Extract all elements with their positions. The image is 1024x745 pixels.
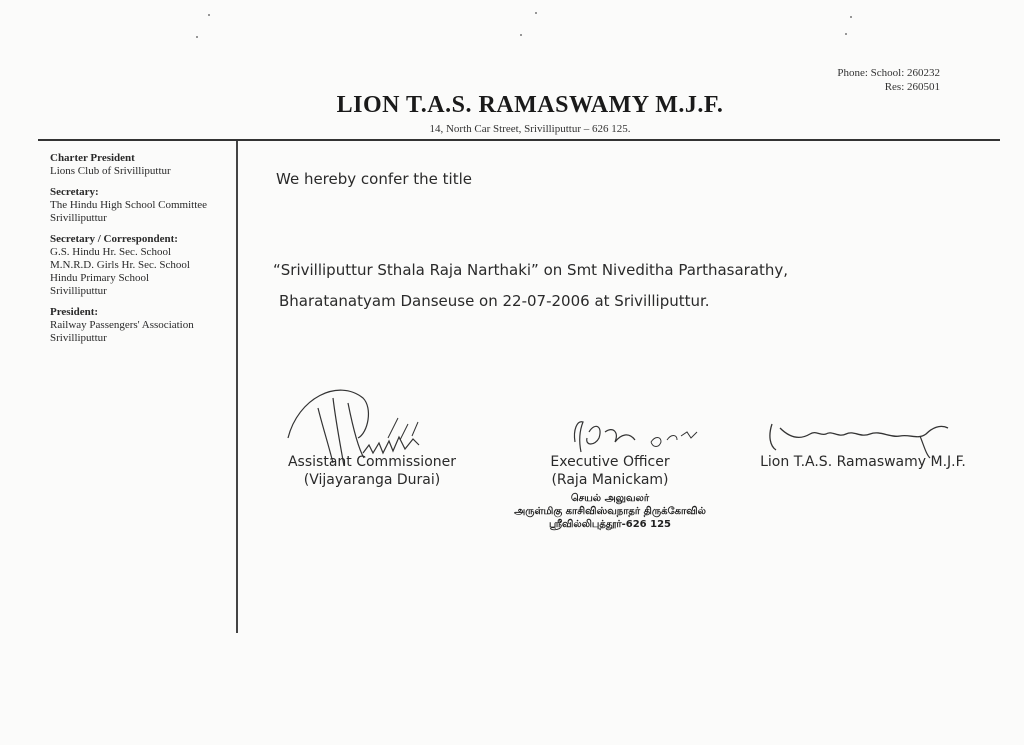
body-title-conferred: “Srivilliputtur Sthala Raja Narthaki” on Smt Niveditha Parthasarathy, xyxy=(273,261,789,279)
signatory-title: Executive Officer xyxy=(550,454,670,470)
scan-speck xyxy=(520,34,522,36)
signatory-name: (Raja Manickam) xyxy=(551,472,669,488)
body-occasion: Bharatanatyam Danseuse on 22-07-2006 at Srivilliputtur. xyxy=(279,292,710,310)
credential-line: M.N.R.D. Girls Hr. Sec. School xyxy=(50,259,190,271)
signatory-name: (Vijayaranga Durai) xyxy=(303,472,441,488)
credential-heading: Charter President xyxy=(50,152,135,164)
credential-group xyxy=(50,233,234,298)
signatory-title: Assistant Commissioner xyxy=(287,454,457,470)
letterhead-address: 14, North Car Street, Srivilliputtur – 626 125. xyxy=(429,123,631,135)
letterhead-title: LION T.A.S. RAMASWAMY M.J.F. xyxy=(336,92,724,118)
scan-speck xyxy=(196,36,198,38)
phone-numbers xyxy=(760,66,940,94)
signatory-title: Lion T.A.S. Ramaswamy M.J.F. xyxy=(760,454,966,470)
stamp-line: ஸ்ரீவில்லிபுத்தூர்-626 125 xyxy=(549,519,671,530)
scan-speck xyxy=(845,33,847,35)
sidebar-divider xyxy=(236,141,238,633)
header-divider xyxy=(38,139,1000,141)
body-intro: We hereby confer the title xyxy=(276,170,473,188)
credential-line: Lions Club of Srivilliputtur xyxy=(50,165,171,177)
credential-group xyxy=(50,152,234,178)
credential-group xyxy=(50,186,234,225)
credential-line: The Hindu High School Committee xyxy=(50,199,208,211)
credential-line: Srivilliputtur xyxy=(50,212,107,224)
stamp-line: செயல் அலுவலர் xyxy=(570,493,650,504)
phone-school: Phone: School: 260232 xyxy=(837,67,940,79)
stamp-line: அருள்மிகு காசிவிஸ்வநாதர் திருக்கோவில் xyxy=(514,506,706,517)
credential-line: Srivilliputtur xyxy=(50,332,107,344)
credential-heading: Secretary: xyxy=(50,186,99,198)
credential-group xyxy=(50,306,234,345)
scan-speck xyxy=(535,12,537,14)
signatory-executive-officer xyxy=(520,453,700,489)
credential-line: G.S. Hindu Hr. Sec. School xyxy=(50,246,171,258)
credential-heading: President: xyxy=(50,306,99,318)
credential-line: Srivilliputtur xyxy=(50,285,107,297)
signatory-ramaswamy xyxy=(728,453,998,471)
phone-residence: Res: 260501 xyxy=(884,81,940,93)
scan-speck xyxy=(850,16,852,18)
credential-line: Hindu Primary School xyxy=(50,272,149,284)
credential-heading: Secretary / Correspondent: xyxy=(50,233,178,245)
sidebar-credentials xyxy=(50,152,234,353)
signatory-assistant-commissioner xyxy=(272,453,472,489)
credential-line: Railway Passengers' Association xyxy=(50,319,194,331)
scan-speck xyxy=(208,14,210,16)
official-stamp xyxy=(500,492,720,531)
